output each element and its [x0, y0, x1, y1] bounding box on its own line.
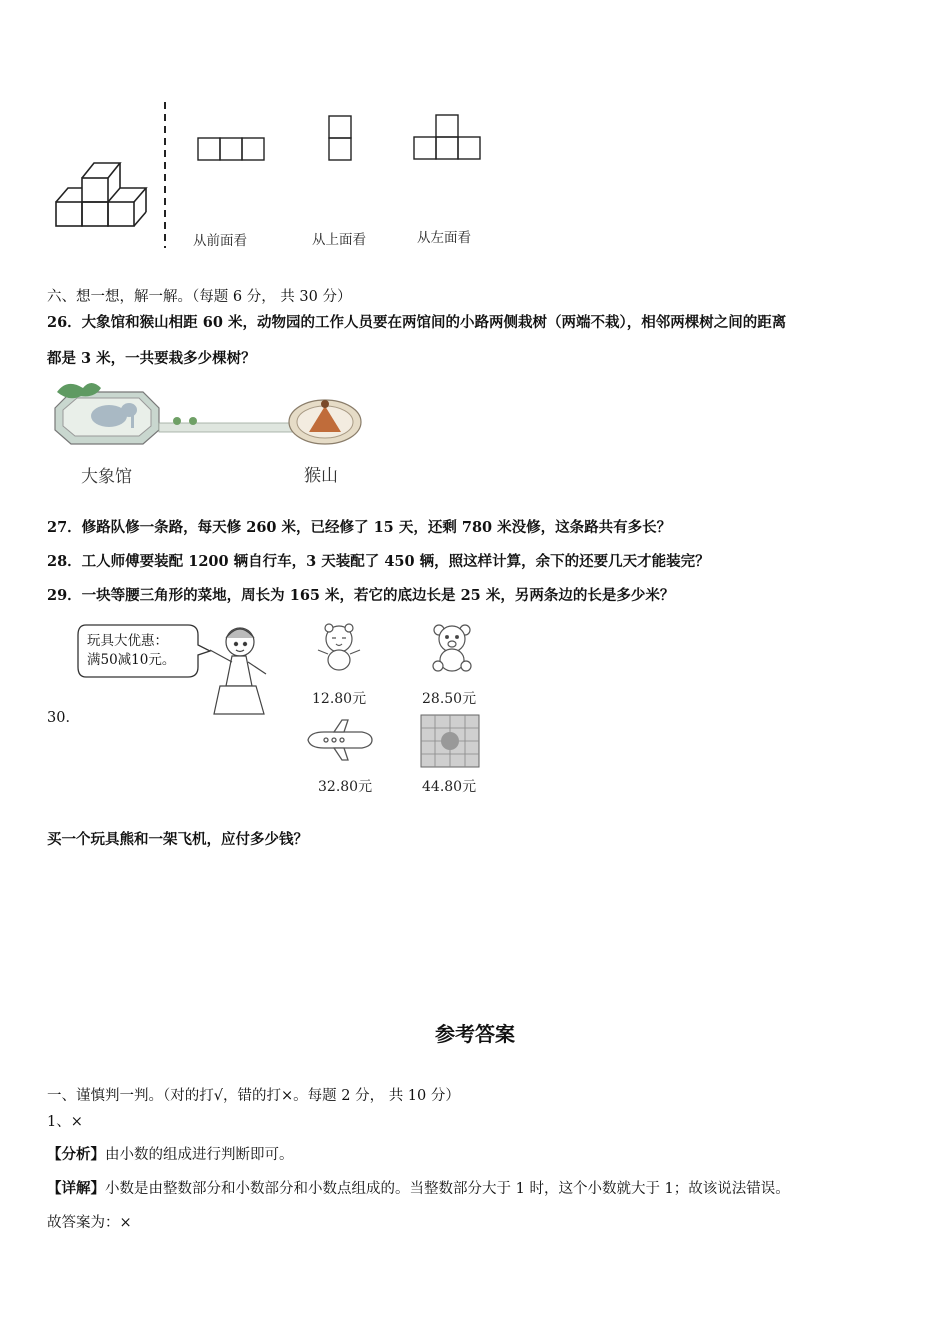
elephant-house-label: 大象馆	[81, 467, 132, 487]
price-teddy-bear: 28.50元	[422, 691, 477, 707]
front-view-label: 从前面看	[193, 233, 247, 249]
left-view-label: 从左面看	[417, 230, 471, 246]
question-26-line2: 都是 3 米，一共要栽多少棵树？	[47, 350, 256, 367]
answer-1: 1、×	[47, 1114, 83, 1130]
bubble-text	[87, 632, 175, 670]
analysis-text: 由小数的组成进行判断即可。	[105, 1147, 294, 1163]
jigsaw-puzzle-toy-icon	[420, 714, 480, 768]
top-view-figure	[328, 115, 354, 163]
question-30-number: 30．	[47, 710, 80, 726]
final-answer: 故答案为：×	[47, 1215, 132, 1231]
question-26-line1: 26．大象馆和猴山相距 60 米，动物园的工作人员要在两馆间的小路两侧栽树（两端不栽），相邻两棵树之间的距离	[47, 314, 787, 331]
answer-section-1-heading: 一、谨慎判一判。（对的打√，错的打×。每题 2 分， 共 10 分）	[47, 1088, 460, 1104]
detail-text: 小数是由整数部分和小数部分和小数点组成的。当整数部分大于 1 时，这个小数就大于 1；故该说法错误。	[105, 1181, 790, 1197]
section-6-heading: 六、想一想，解一解。（每题 6 分， 共 30 分）	[47, 289, 352, 305]
bubble-line-2: 满50减10元。	[87, 652, 176, 668]
price-airplane: 32.80元	[318, 779, 373, 795]
left-view-figure	[413, 114, 483, 162]
teddy-bear-toy-icon	[426, 622, 478, 674]
front-view-figure	[197, 137, 267, 163]
cube-stack-figure	[50, 100, 160, 235]
question-30-text: 买一个玩具熊和一架飞机，应付多少钱？	[47, 831, 308, 848]
question-27: 27．修路队修一条路，每天修 260 米，已经修了 15 天，还剩 780 米没修，这条路共有多长？	[47, 519, 672, 536]
dashed-divider	[160, 100, 170, 250]
price-tiger: 12.80元	[312, 691, 367, 707]
price-puzzle: 44.80元	[422, 779, 477, 795]
analysis-tag: 【分析】	[47, 1146, 105, 1163]
answer-title: 参考答案	[435, 1022, 515, 1046]
detail-tag: 【详解】	[47, 1180, 105, 1197]
monkey-hill-label: 猴山	[304, 466, 338, 486]
question-29: 29．一块等腰三角形的菜地，周长为 165 米，若它的底边长是 25 米，另两条边的长是多少米？	[47, 587, 675, 604]
analysis-row	[47, 1143, 294, 1164]
zoo-path-illustration	[47, 378, 367, 460]
tiger-toy-icon	[312, 622, 366, 674]
girl-illustration	[196, 620, 282, 720]
detail-row	[47, 1177, 790, 1198]
question-28: 28．工人师傅要装配 1200 辆自行车，3 天装配了 450 辆，照这样计算，余下的还要几天才能装完？	[47, 553, 710, 570]
bubble-line-1: 玩具大优惠：	[87, 633, 168, 649]
top-view-label: 从上面看	[312, 232, 366, 248]
airplane-toy-icon	[304, 718, 376, 762]
